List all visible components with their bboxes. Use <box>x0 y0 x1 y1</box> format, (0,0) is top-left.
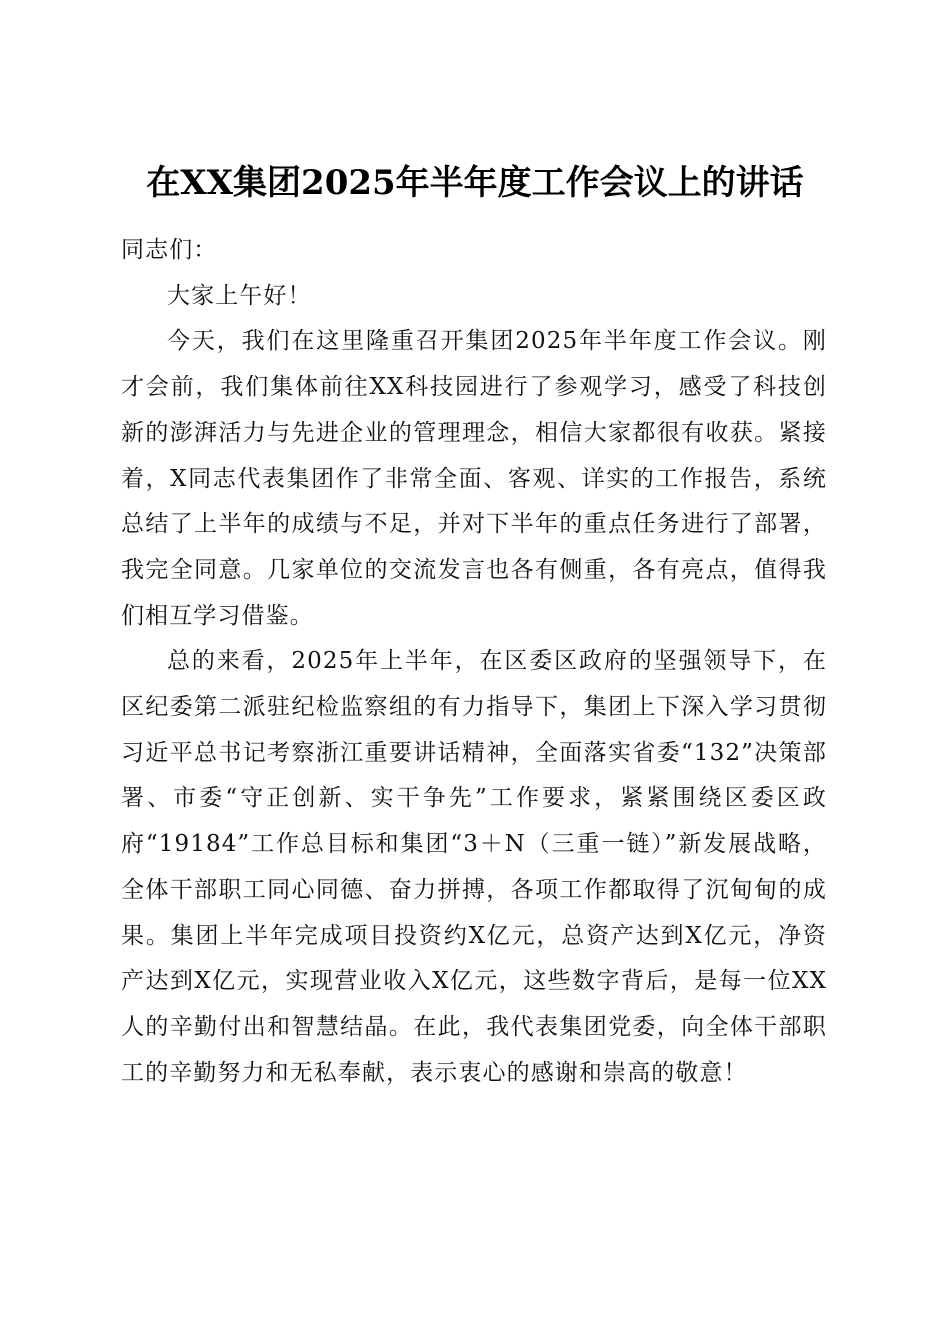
salutation: 同志们： <box>121 237 218 263</box>
paragraph-summary: 总的来看，2025年上半年，在区委区政府的坚强领导下，在区纪委第二派驻纪检监察组的有力指导下，集团上下深入学习贯彻习近平总书记考察浙江重要讲话精神，全面落实省委“132”决策部署、市委“守正创新、实干争先”工作要求，紧紧围绕区委区政府“19184”工作总目标和集团“3＋N（三重一链）”新发展战略，全体干部职工同心同德、奋力拼搏，各项工作都取得了沉甸甸的成果。集团上半年完成项目投资约X亿元，总资产达到X亿元，净资产达到X亿元，实现营业收入X亿元，这些数字背后，是每一位XX人的辛勤付出和智慧结晶。在此，我代表集团党委，向全体干部职工的辛勤努力和无私奉献，表示衷心的感谢和崇高的敬意！ <box>121 648 827 1086</box>
paragraph-greeting: 大家上午好！ <box>167 282 312 309</box>
document-title: 在XX集团2025年半年度工作会议上的讲话 <box>146 162 804 203</box>
document-body <box>121 228 827 1096</box>
paragraph-opening: 今天，我们在这里隆重召开集团2025年半年度工作会议。刚才会前，我们集体前往XX科技园进行了参观学习，感受了科技创新的澎湃活力与先进企业的管理理念，相信大家都很有收获。紧接着，X同志代表集团作了非常全面、客观、详实的工作报告，系统总结了上半年的成绩与不足，并对下半年的重点任务进行了部署，我完全同意。几家单位的交流发言也各有侧重，各有亮点，值得我们相互学习借鉴。 <box>121 328 827 629</box>
